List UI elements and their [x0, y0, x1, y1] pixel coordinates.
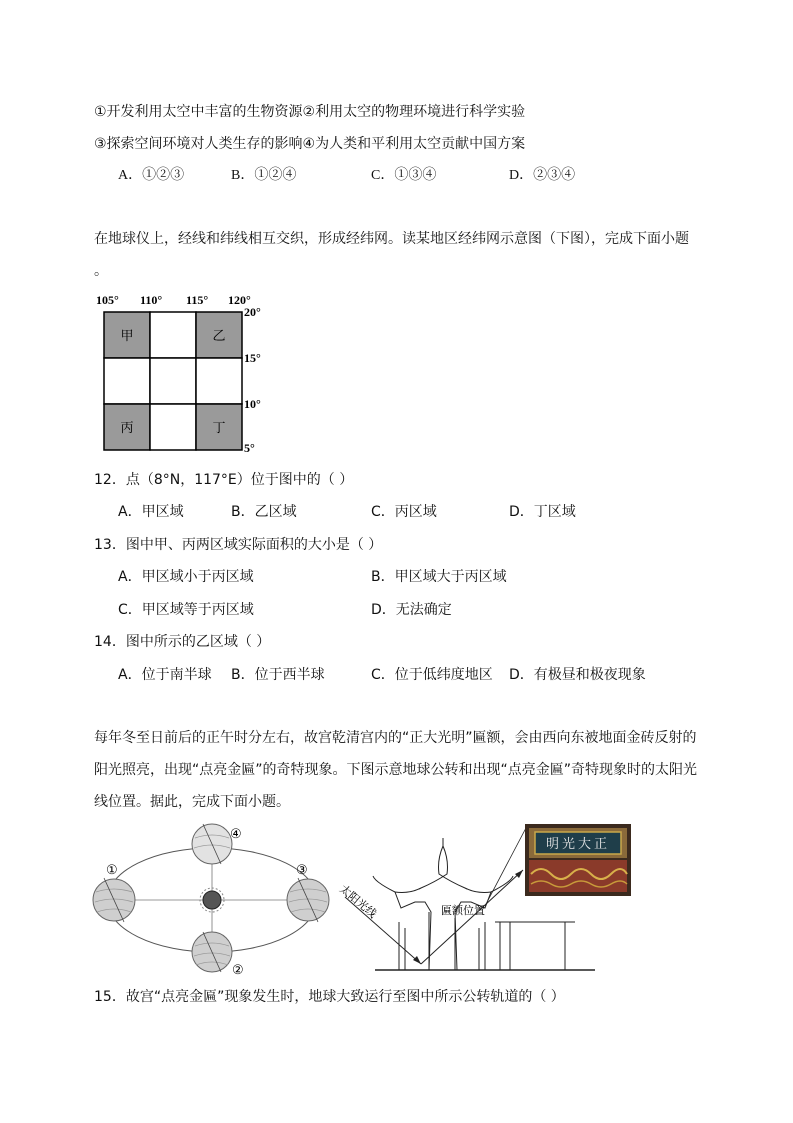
lat-lon-grid-figure — [90, 290, 280, 456]
cell-2-2 — [150, 358, 196, 404]
plaque-photo — [525, 824, 631, 896]
earth-orbit-figure — [92, 822, 342, 978]
lat-label-5: 5° — [244, 441, 255, 455]
lon-label-105: 105° — [96, 293, 119, 307]
q12-option-b[interactable]: B．乙区域 — [231, 504, 297, 520]
cell-label-bing: 丙 — [120, 421, 134, 436]
q12-option-d[interactable]: D．丁区域 — [509, 504, 576, 520]
plaque-position-label: 匾额位置 — [441, 904, 485, 917]
sun-icon — [203, 891, 221, 909]
q11-option-c[interactable]: C．①③④ — [371, 168, 437, 183]
orbit-label-1: ① — [106, 862, 118, 877]
cell-2-1 — [104, 358, 150, 404]
q13-option-b[interactable]: B．甲区域大于丙区域 — [371, 569, 507, 585]
cell-label-ding: 丁 — [212, 421, 226, 436]
q13-option-d[interactable]: D．无法确定 — [371, 602, 452, 618]
q14-option-c[interactable]: C．位于低纬度地区 — [371, 667, 493, 683]
lon-label-115: 115° — [186, 293, 209, 307]
cell-1-2 — [150, 312, 196, 358]
q14-option-a[interactable]: A．位于南半球 — [118, 667, 212, 683]
cell-label-jia: 甲 — [120, 329, 134, 344]
orbit-label-2: ② — [232, 962, 244, 977]
q13-stem: 13．图中甲、丙两区域实际面积的大小是（ ） — [94, 537, 383, 553]
lat-label-20: 20° — [244, 305, 261, 319]
earth-position-3 — [287, 878, 329, 922]
q11-option-a[interactable]: A．①②③ — [118, 168, 185, 183]
q11-line-1: ①开发利用太空中丰富的生物资源②利用太空的物理环境进行科学实验 — [94, 104, 526, 120]
q11-option-d[interactable]: D．②③④ — [509, 168, 576, 183]
grid-intro-line-1: 在地球仪上，经线和纬线相互交织，形成经纬网。读某地区经纬网示意图（下图），完成下面小题 — [94, 231, 689, 247]
q13-option-a[interactable]: A．甲区域小于丙区域 — [118, 569, 254, 585]
q14-option-d[interactable]: D．有极昼和极夜现象 — [509, 667, 646, 683]
q12-option-a[interactable]: A．甲区域 — [118, 504, 184, 520]
orbit-label-3: ③ — [296, 862, 308, 877]
palace-intro-line-2: 阳光照亮，出现“点亮金匾”的奇特现象。下图示意地球公转和出现“点亮金匾”奇特现象时的太阳光 — [94, 762, 698, 778]
q13-option-c[interactable]: C．甲区域等于丙区域 — [118, 602, 254, 618]
cell-label-yi: 乙 — [212, 329, 226, 344]
q14-stem: 14．图中所示的乙区域（ ） — [94, 634, 271, 650]
orbit-label-4: ④ — [230, 826, 242, 841]
q12-option-c[interactable]: C．丙区域 — [371, 504, 437, 520]
plaque-text: 明光大正 — [545, 837, 611, 852]
palace-intro-line-1: 每年冬至日前后的正午时分左右，故宫乾清宫内的“正大光明”匾额，会由西向东被地面金砖反射的 — [94, 730, 697, 746]
earth-position-1 — [93, 878, 135, 922]
sunray-label: 太阳光线 — [337, 882, 380, 921]
earth-position-2 — [192, 932, 232, 972]
q11-line-2: ③探索空间环境对人类生存的影响④为人类和平利用太空贡献中国方案 — [94, 136, 526, 152]
lat-label-15: 15° — [244, 351, 261, 365]
earth-position-4 — [192, 824, 232, 864]
lon-label-110: 110° — [140, 293, 163, 307]
q14-option-b[interactable]: B．位于西半球 — [231, 667, 325, 683]
q12-stem: 12．点（8°N，117°E）位于图中的（ ） — [94, 472, 354, 488]
q11-option-b[interactable]: B．①②④ — [231, 168, 297, 183]
palace-intro-line-3: 线位置。据此，完成下面小题。 — [94, 794, 290, 810]
grid-intro-line-2: 。 — [94, 263, 108, 279]
lon-label-120: 120° — [228, 293, 251, 307]
lat-label-10: 10° — [244, 397, 261, 411]
cell-3-2 — [150, 404, 196, 450]
palace-section-figure — [335, 822, 635, 974]
q15-stem: 15．故宫“点亮金匾”现象发生时，地球大致运行至图中所示公转轨道的（ ） — [94, 989, 565, 1005]
cell-2-3 — [196, 358, 242, 404]
